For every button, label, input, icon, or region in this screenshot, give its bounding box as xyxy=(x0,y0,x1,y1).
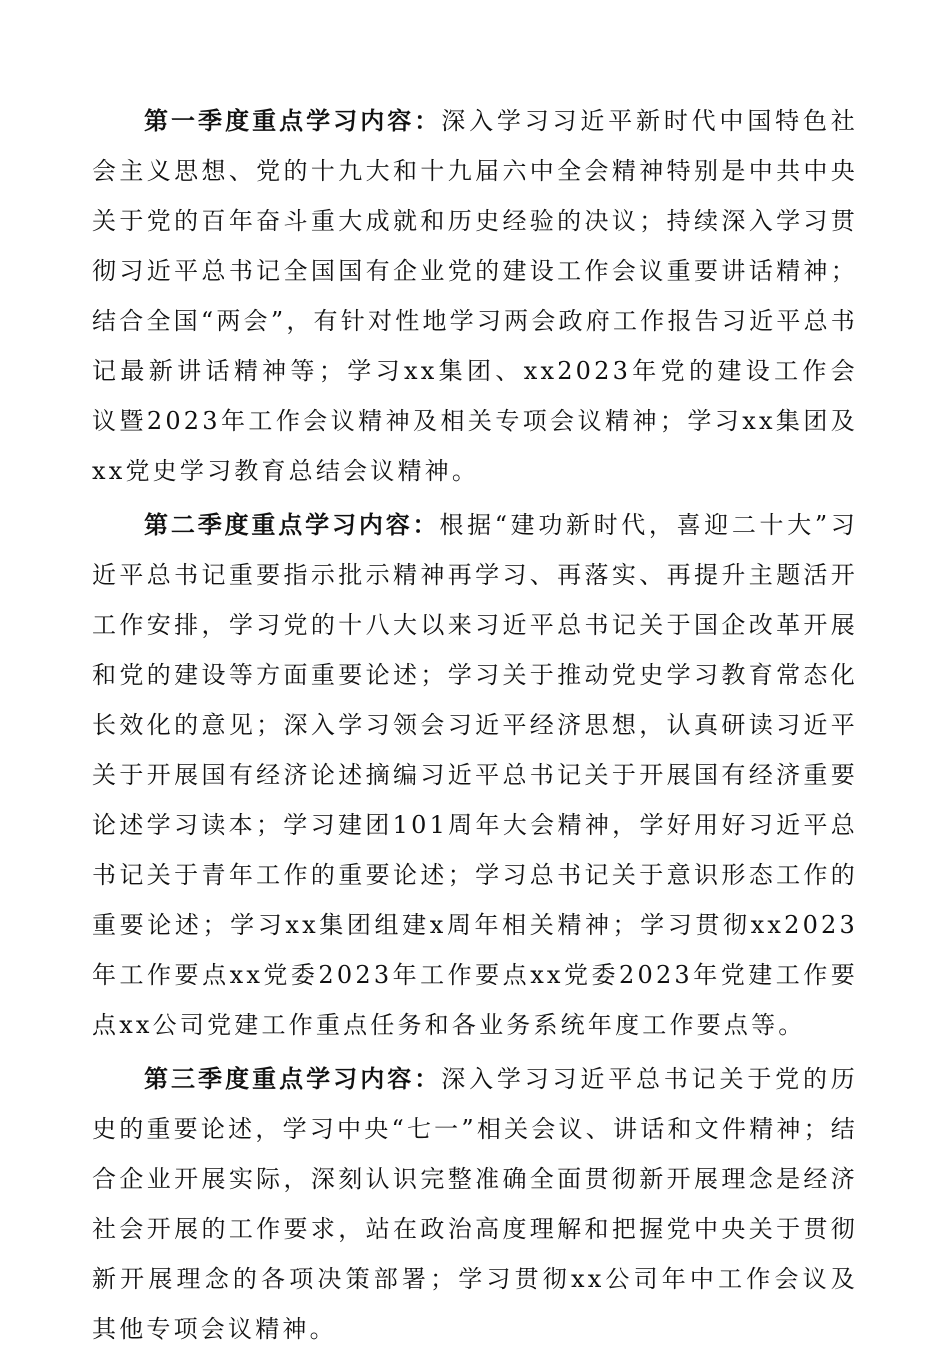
paragraph-text-q2: 根据“建功新时代，喜迎二十大”习近平总书记重要指示批示精神再学习、再落实、再提升主题活开工作安排，学习党的十八大以来习近平总书记关于国企改革开展和党的建设等方面重要论述；学习关于推动党史学习教育常态化长效化的意见；深入学习领会习近平经济思想，认真研读习近平关于开展国有经济论述摘编习近平总书记关于开展国有经济重要论述学习读本；学习建团101周年大会精神，学好用好习近平总书记关于青年工作的重要论述；学习总书记关于意识形态工作的重要论述；学习xx集团组建x周年相关精神；学习贯彻xx2023年工作要点xx党委2023年工作要点xx党委2023年党建工作要点xx公司党建工作重点任务和各业务系统年度工作要点等。 xyxy=(92,511,858,1039)
paragraph-heading-q1: 第一季度重点学习内容： xyxy=(144,106,442,135)
paragraph-text-q3: 深入学习习近平总书记关于党的历史的重要论述，学习中央“七一”相关会议、讲话和文件精神；结合企业开展实际，深刻认识完整准确全面贯彻新开展理念是经济社会开展的工作要求，站在政治高度理解和把握党中央关于贯彻新开展理念的各项决策部署；学习贯彻xx公司年中工作会议及其他专项会议精神。 xyxy=(92,1065,858,1343)
paragraph-q2 xyxy=(92,500,858,1050)
document-body xyxy=(92,96,858,1358)
paragraph-q3 xyxy=(92,1054,858,1354)
paragraph-q1 xyxy=(92,96,858,496)
paragraph-heading-q3: 第三季度重点学习内容： xyxy=(144,1064,442,1093)
paragraph-heading-q2: 第二季度重点学习内容： xyxy=(144,510,440,539)
paragraph-text-q1: 深入学习习近平新时代中国特色社会主义思想、党的十九大和十九届六中全会精神特别是中共中央关于党的百年奋斗重大成就和历史经验的决议；持续深入学习贯彻习近平总书记全国国有企业党的建设工作会议重要讲话精神；结合全国“两会”，有针对性地学习两会政府工作报告习近平总书记最新讲话精神等；学习xx集团、xx2023年党的建设工作会议暨2023年工作会议精神及相关专项会议精神；学习xx集团及xx党史学习教育总结会议精神。 xyxy=(92,107,858,485)
